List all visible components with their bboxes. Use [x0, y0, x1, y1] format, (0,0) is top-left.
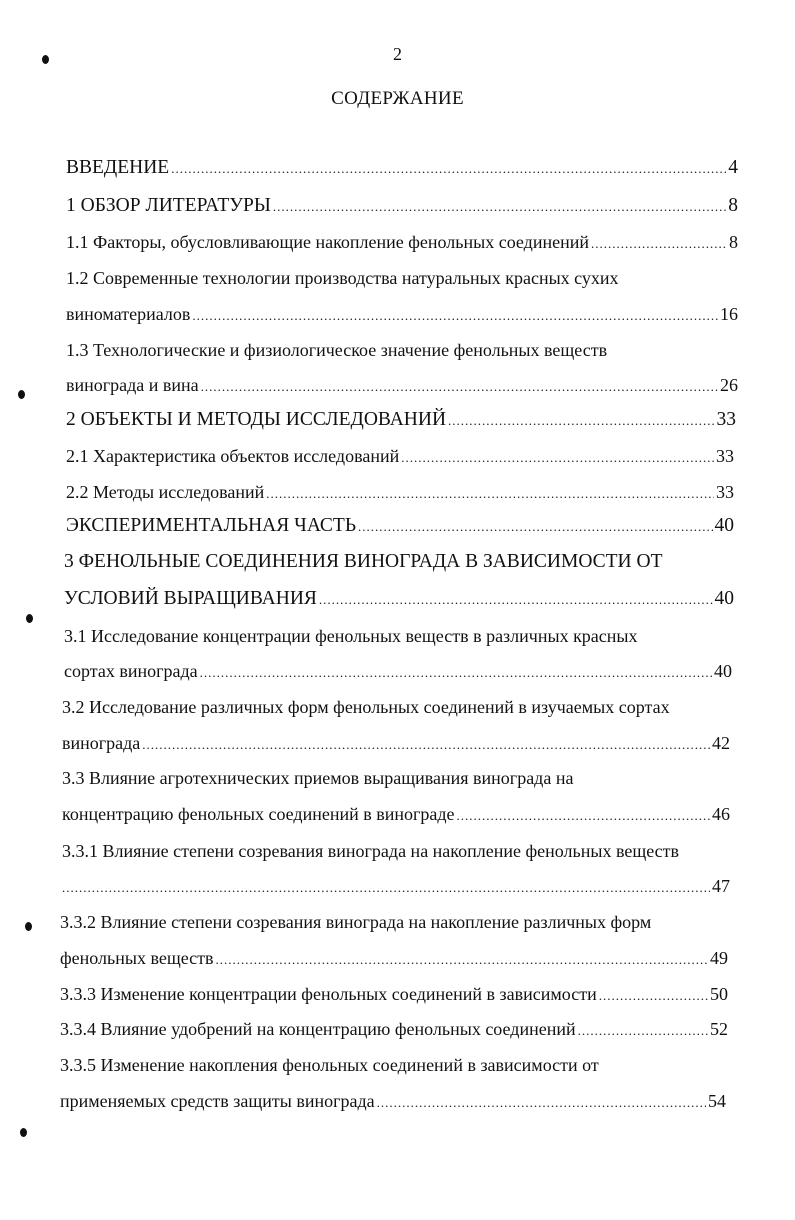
- toc-entry[interactable]: [60, 1089, 726, 1113]
- toc-entry-page: 26: [720, 375, 738, 395]
- toc-leader-dots: [273, 195, 726, 219]
- toc-entry-page: 50: [710, 984, 728, 1004]
- toc-leader-dots: [266, 482, 714, 506]
- toc-entry-title: 1.2 Современные технологии производства натуральных красных сухих: [66, 268, 619, 288]
- toc-entry-page: 52: [710, 1019, 728, 1039]
- toc-entry-title: ЭКСПЕРИМЕНТАЛЬНАЯ ЧАСТЬ: [66, 515, 357, 536]
- toc-entry-page: 8: [728, 195, 738, 216]
- toc-leader-dots: [578, 1019, 708, 1043]
- toc-leader-dots: [457, 804, 710, 828]
- toc-entry-page: 49: [710, 948, 728, 968]
- toc-entry-title: 3.3.5 Изменение накопления фенольных соединений в зависимости от: [60, 1055, 599, 1075]
- toc-entry-continued[interactable]: [60, 910, 732, 934]
- toc-entry-page: 54: [708, 1091, 726, 1111]
- toc-entry-title: 2.1 Характеристика объектов исследований: [66, 446, 400, 466]
- toc-entry-page: 42: [712, 733, 730, 753]
- toc-entry[interactable]: [66, 302, 738, 326]
- toc-entry-page: 33: [716, 482, 734, 502]
- toc-entry[interactable]: [66, 514, 734, 538]
- toc-entry-title: 3.3.2 Влияние степени созревания винограда на накопление различных форм: [60, 912, 652, 932]
- toc-entry[interactable]: [60, 874, 730, 898]
- toc-entry[interactable]: [60, 946, 728, 970]
- toc-entry-continued[interactable]: [64, 550, 734, 574]
- scan-mark: [42, 55, 49, 64]
- toc-entry[interactable]: [64, 587, 734, 611]
- toc-leader-dots: [599, 984, 708, 1008]
- toc-leader-dots: [171, 157, 726, 181]
- toc-entry[interactable]: [62, 802, 730, 826]
- toc-entry-title: 1 ОБЗОР ЛИТЕРАТУРЫ: [66, 195, 271, 216]
- toc-leader-dots: [142, 733, 710, 757]
- toc-entry[interactable]: [66, 373, 738, 397]
- toc-entry[interactable]: [66, 156, 738, 180]
- toc-entry-title: сортах винограда: [64, 661, 198, 681]
- scan-mark: [25, 922, 32, 931]
- page-number: 2: [393, 44, 402, 64]
- scan-mark: [20, 1128, 27, 1137]
- page-title: СОДЕРЖАНИЕ: [331, 88, 464, 109]
- scan-mark: [26, 614, 33, 623]
- toc-leader-dots: [201, 375, 718, 399]
- toc-entry-continued[interactable]: [62, 695, 734, 719]
- toc-leader-dots: [448, 409, 714, 433]
- toc-entry-page: 16: [720, 304, 738, 324]
- toc-leader-dots: [62, 876, 710, 900]
- toc-entry-title: винограда и вина: [66, 375, 199, 395]
- toc-entry-title: 3.3 Влияние агротехнических приемов выращивания винограда на: [62, 768, 574, 788]
- toc-leader-dots: [591, 232, 727, 256]
- toc-leader-dots: [200, 661, 712, 685]
- toc-entry[interactable]: [66, 408, 736, 432]
- toc-entry-continued[interactable]: [64, 624, 734, 648]
- toc-entry[interactable]: [62, 731, 730, 755]
- toc-entry-title: ВВЕДЕНИЕ: [66, 157, 170, 178]
- toc-entry-page: 33: [716, 446, 734, 466]
- toc-entry-page: 40: [714, 588, 734, 609]
- toc-entry-page: 8: [729, 232, 738, 252]
- toc-entry-page: 33: [716, 409, 736, 430]
- toc-entry-title: УСЛОВИЙ ВЫРАЩИВАНИЯ: [64, 588, 317, 609]
- toc-entry-page: 40: [714, 515, 734, 536]
- toc-entry[interactable]: [66, 480, 734, 504]
- toc-entry[interactable]: [66, 444, 734, 468]
- toc-entry-continued[interactable]: [62, 766, 732, 790]
- toc-leader-dots: [377, 1091, 706, 1115]
- toc-entry-title: фенольных веществ: [60, 948, 214, 968]
- toc-entry-page: 40: [714, 661, 732, 681]
- toc-entry-title: применяемых средств защиты винограда: [60, 1091, 375, 1111]
- toc-entry-title: 3 ФЕНОЛЬНЫЕ СОЕДИНЕНИЯ ВИНОГРАДА В ЗАВИСИМОСТИ ОТ: [64, 551, 663, 572]
- toc-entry-title: 3.2 Исследование различных форм фенольных соединений в изучаемых сортах: [62, 697, 670, 717]
- toc-entry[interactable]: [66, 230, 738, 254]
- toc-entry-continued[interactable]: [60, 1053, 732, 1077]
- toc-entry-continued[interactable]: [66, 266, 738, 290]
- toc-entry[interactable]: [60, 982, 728, 1006]
- toc-entry-page: 46: [712, 804, 730, 824]
- toc-entry-title: 3.3.4 Влияние удобрений на концентрацию фенольных соединений: [60, 1019, 576, 1039]
- toc-entry-title: виноматериалов: [66, 304, 191, 324]
- toc-entry-continued[interactable]: [66, 338, 738, 362]
- toc-leader-dots: [358, 515, 712, 539]
- toc-entry-title: 1.1 Факторы, обусловливающие накопление фенольных соединений: [66, 232, 589, 252]
- toc-leader-dots: [401, 446, 714, 470]
- toc-leader-dots: [319, 588, 713, 612]
- toc-leader-dots: [216, 948, 708, 972]
- toc-entry[interactable]: [64, 659, 732, 683]
- toc-entry-title: 3.3.1 Влияние степени созревания винограда на накопление фенольных веществ: [62, 841, 679, 861]
- toc-entry-title: концентрацию фенольных соединений в винограде: [62, 804, 455, 824]
- toc-entry-page: 47: [712, 876, 730, 896]
- toc-entry-title: 1.3 Технологические и физиологическое значение фенольных веществ: [66, 340, 608, 360]
- toc-entry-title: 3.1 Исследование концентрации фенольных веществ в различных красных: [64, 626, 638, 646]
- scan-mark: [18, 390, 25, 399]
- toc-entry[interactable]: [66, 194, 738, 218]
- toc-entry-title: 3.3.3 Изменение концентрации фенольных соединений в зависимости: [60, 984, 597, 1004]
- toc-entry[interactable]: [60, 1017, 728, 1041]
- toc-entry-page: 4: [728, 157, 738, 178]
- toc-entry-title: 2.2 Методы исследований: [66, 482, 265, 502]
- toc-entry-continued[interactable]: [62, 839, 734, 863]
- toc-leader-dots: [192, 304, 718, 328]
- toc-entry-title: винограда: [62, 733, 141, 753]
- toc-entry-title: 2 ОБЪЕКТЫ И МЕТОДЫ ИССЛЕДОВАНИЙ: [66, 409, 447, 430]
